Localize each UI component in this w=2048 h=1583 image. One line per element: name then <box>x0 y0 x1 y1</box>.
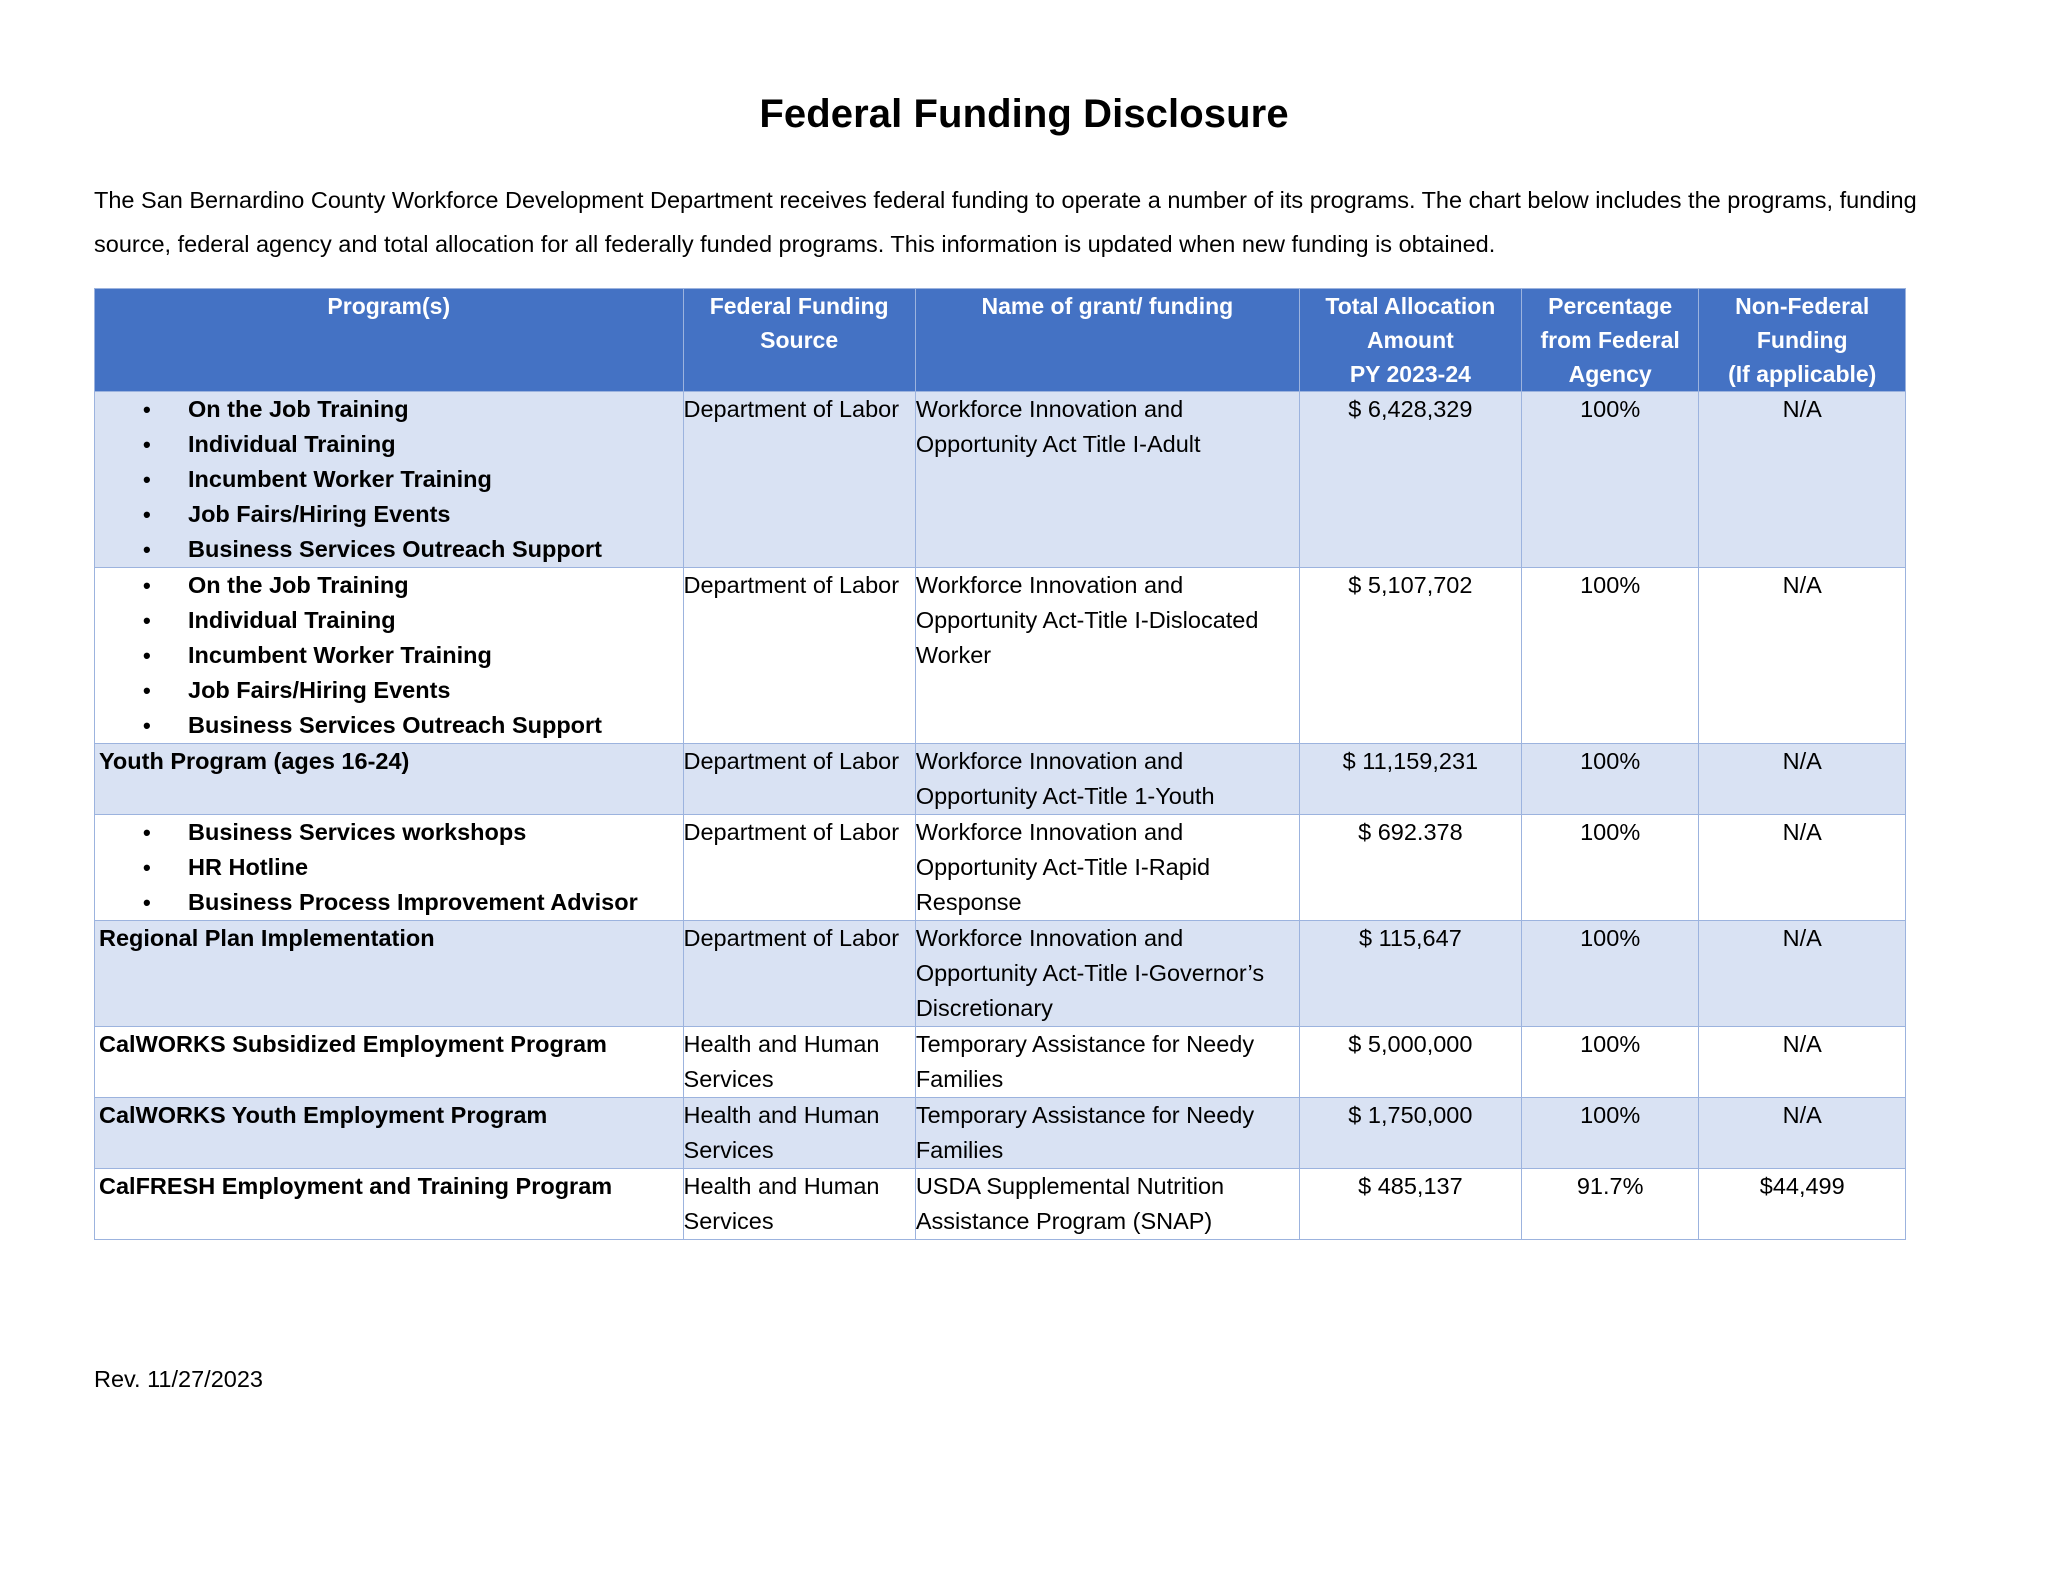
column-header-percentage-federal-line1: Percentage <box>1548 293 1673 319</box>
column-header-funding-source-line2: Source <box>760 327 839 353</box>
cell-grant-name: Workforce Innovation and Opportunity Act-Title I-Dislocated Worker <box>915 568 1299 744</box>
cell-grant-name: USDA Supplemental Nutrition Assistance Program (SNAP) <box>915 1169 1299 1240</box>
column-header-total-allocation-line1: Total Allocation <box>1325 293 1496 319</box>
cell-total-allocation: $ 5,000,000 <box>1299 1027 1521 1098</box>
column-header-non-federal-funding-line3: (If applicable) <box>1728 361 1877 387</box>
cell-grant-name: Workforce Innovation and Opportunity Act-Title 1-Youth <box>915 744 1299 815</box>
cell-programs <box>95 744 684 815</box>
cell-percentage-federal: 100% <box>1521 1098 1699 1169</box>
column-header-percentage-federal <box>1521 289 1699 392</box>
intro-paragraph: The San Bernardino County Workforce Development Department receives federal funding to operate a number of its programs. The chart below includes the programs, funding source, federal agency and total allocation for all federally funded programs. This information is updated when new funding is obtained. <box>94 187 1917 257</box>
program-label: CalWORKS Youth Employment Program <box>99 1102 548 1128</box>
table-header <box>95 289 1906 392</box>
cell-programs <box>95 1169 684 1240</box>
cell-funding-source: Department of Labor <box>683 921 915 1027</box>
cell-funding-source: Department of Labor <box>683 815 915 921</box>
cell-programs <box>95 921 684 1027</box>
program-list-item: • Job Fairs/Hiring Events <box>143 497 683 532</box>
cell-grant-name: Temporary Assistance for Needy Families <box>915 1098 1299 1169</box>
cell-programs <box>95 392 684 568</box>
program-bullet-list <box>95 568 683 743</box>
revision-date: Rev. 11/27/2023 <box>94 1366 263 1392</box>
program-list-item: • Business Services Outreach Support <box>143 532 683 567</box>
cell-percentage-federal: 100% <box>1521 921 1699 1027</box>
program-list-item: • On the Job Training <box>143 392 683 427</box>
table-header-row <box>95 289 1906 392</box>
program-list-item: • Individual Training <box>143 603 683 638</box>
cell-grant-name: Temporary Assistance for Needy Families <box>915 1027 1299 1098</box>
program-label: Youth Program (ages 16-24) <box>99 748 410 774</box>
program-bullet-list <box>95 815 683 920</box>
cell-programs <box>95 568 684 744</box>
cell-percentage-federal: 100% <box>1521 1027 1699 1098</box>
page-title: Federal Funding Disclosure <box>759 92 1289 136</box>
program-label: CalWORKS Subsidized Employment Program <box>99 1031 607 1057</box>
cell-percentage-federal: 91.7% <box>1521 1169 1699 1240</box>
program-list-item: • Job Fairs/Hiring Events <box>143 673 683 708</box>
column-header-programs <box>95 289 684 392</box>
column-header-total-allocation-line3: PY 2023-24 <box>1349 361 1471 387</box>
table-row <box>95 1027 1906 1098</box>
cell-funding-source: Health and Human Services <box>683 1098 915 1169</box>
cell-total-allocation: $ 692.378 <box>1299 815 1521 921</box>
column-header-percentage-federal-line2: from Federal <box>1540 327 1680 353</box>
cell-percentage-federal: 100% <box>1521 815 1699 921</box>
cell-percentage-federal: 100% <box>1521 392 1699 568</box>
program-label: CalFRESH Employment and Training Program <box>99 1173 613 1199</box>
cell-total-allocation: $ 1,750,000 <box>1299 1098 1521 1169</box>
cell-funding-source: Health and Human Services <box>683 1169 915 1240</box>
table-row <box>95 921 1906 1027</box>
federal-funding-table <box>94 288 1906 1240</box>
table-row <box>95 1169 1906 1240</box>
column-header-funding-source <box>683 289 915 392</box>
program-list-item: • Incumbent Worker Training <box>143 462 683 497</box>
cell-total-allocation: $ 485,137 <box>1299 1169 1521 1240</box>
table-row <box>95 744 1906 815</box>
cell-funding-source: Department of Labor <box>683 392 915 568</box>
cell-grant-name: Workforce Innovation and Opportunity Act Title I-Adult <box>915 392 1299 568</box>
program-list-item: • Business Services Outreach Support <box>143 708 683 743</box>
column-header-non-federal-funding-line1: Non-Federal <box>1735 293 1870 319</box>
column-header-total-allocation <box>1299 289 1521 392</box>
column-header-non-federal-funding-line2: Funding <box>1756 327 1848 353</box>
column-header-total-allocation-line2: Amount <box>1366 327 1454 353</box>
table-row <box>95 815 1906 921</box>
cell-total-allocation: $ 6,428,329 <box>1299 392 1521 568</box>
program-bullet-list <box>95 392 683 567</box>
cell-total-allocation: $ 11,159,231 <box>1299 744 1521 815</box>
program-list-item: • Business Services workshops <box>143 815 683 850</box>
cell-total-allocation: $ 115,647 <box>1299 921 1521 1027</box>
cell-non-federal-funding: N/A <box>1699 392 1906 568</box>
cell-non-federal-funding: N/A <box>1699 568 1906 744</box>
cell-percentage-federal: 100% <box>1521 744 1699 815</box>
cell-percentage-federal: 100% <box>1521 568 1699 744</box>
cell-programs <box>95 1027 684 1098</box>
cell-non-federal-funding: N/A <box>1699 815 1906 921</box>
table-row <box>95 568 1906 744</box>
cell-non-federal-funding: $44,499 <box>1699 1169 1906 1240</box>
program-label: Regional Plan Implementation <box>99 925 435 951</box>
column-header-grant-name-label: Name of grant/ funding <box>981 293 1234 319</box>
program-list-item: • Business Process Improvement Advisor <box>143 885 683 920</box>
cell-non-federal-funding: N/A <box>1699 921 1906 1027</box>
cell-non-federal-funding: N/A <box>1699 1027 1906 1098</box>
program-list-item: • On the Job Training <box>143 568 683 603</box>
column-header-percentage-federal-line3: Agency <box>1568 361 1652 387</box>
cell-programs <box>95 815 684 921</box>
cell-total-allocation: $ 5,107,702 <box>1299 568 1521 744</box>
column-header-non-federal-funding <box>1699 289 1906 392</box>
table-row <box>95 392 1906 568</box>
cell-funding-source: Health and Human Services <box>683 1027 915 1098</box>
cell-funding-source: Department of Labor <box>683 568 915 744</box>
program-list-item: • HR Hotline <box>143 850 683 885</box>
cell-non-federal-funding: N/A <box>1699 744 1906 815</box>
program-list-item: • Individual Training <box>143 427 683 462</box>
cell-grant-name: Workforce Innovation and Opportunity Act-Title I-Rapid Response <box>915 815 1299 921</box>
cell-programs <box>95 1098 684 1169</box>
table-row <box>95 1098 1906 1169</box>
program-list-item: • Incumbent Worker Training <box>143 638 683 673</box>
cell-funding-source: Department of Labor <box>683 744 915 815</box>
cell-non-federal-funding: N/A <box>1699 1098 1906 1169</box>
column-header-grant-name <box>915 289 1299 392</box>
table-body <box>95 392 1906 1240</box>
column-header-funding-source-line1: Federal Funding <box>709 293 889 319</box>
cell-grant-name: Workforce Innovation and Opportunity Act-Title I-Governor’s Discretionary <box>915 921 1299 1027</box>
column-header-programs-label: Program(s) <box>327 293 451 319</box>
